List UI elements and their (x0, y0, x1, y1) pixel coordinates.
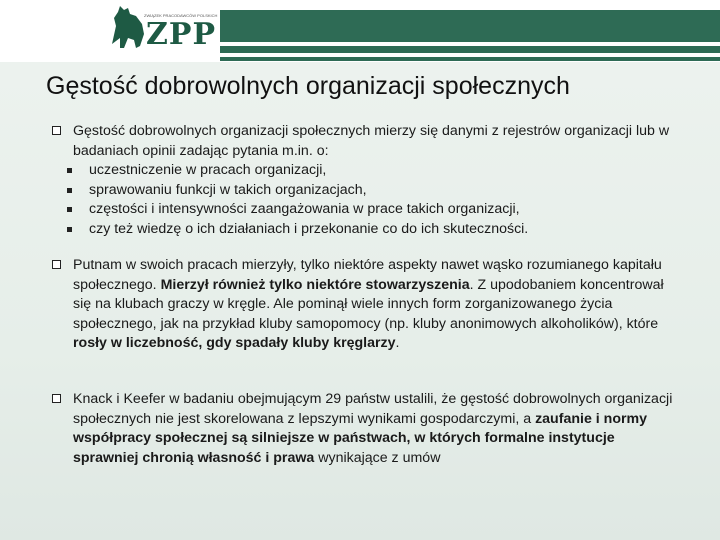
bullet-2-part: . Z upodobaniem koncentrował się na klubach graczy w kręgle. Ale pominął wiele innych form zorganizowanego życia społecznego, jak na przykład kluby samopomocy (np. kluby anonimowych alkoholików), które (73, 276, 664, 332)
checkbox-bullet-icon (52, 260, 61, 269)
logo-small-text: ZWIĄZEK PRACODAWCÓW POLSKICH (144, 13, 218, 18)
bear-logo-icon (108, 4, 148, 50)
bullet-3-text (52, 390, 682, 468)
header (0, 0, 720, 62)
subitem-text: częstości i intensywności zaangażowania w prace takich organizacji, (89, 201, 520, 217)
bullet-2-part: . (395, 335, 400, 351)
slide-title: Gęstość dobrowolnych organizacji społecznych (46, 72, 570, 100)
square-bullet-icon (67, 168, 72, 173)
subitem-text: sprawowaniu funkcji w takich organizacjach, (89, 181, 367, 198)
list-item (52, 200, 682, 220)
subitem-text: czy też wiedzę o ich działaniach i przekonanie co do ich skuteczności. (89, 220, 529, 237)
list-item (52, 220, 682, 240)
checkbox-bullet-icon (52, 126, 61, 135)
bullet-3 (52, 390, 682, 468)
square-bullet-icon (67, 188, 72, 193)
header-stripes (220, 10, 720, 62)
logo-text: ZPP (146, 17, 217, 52)
stripe-medium (220, 46, 720, 53)
bullet-3-bold: zaufanie i normy współpracy społecznej są silniejsze w państwach, w których formalne instytucje sprawniej chronią własność i prawa (73, 410, 648, 466)
list-item (52, 161, 682, 181)
bullet-1-body: Gęstość dobrowolnych organizacji społecznych mierzy się danymi z rejestrów organizacji lub w badaniach opinii zadając pytania m.in. o: (73, 123, 670, 159)
bullet-1-text (52, 122, 682, 161)
bullet-2-part: Putnam w swoich pracach mierzyły, tylko niektóre aspekty nawet wąsko rozumianego kapitału społecznego. (73, 257, 662, 293)
bullet-1 (52, 122, 682, 239)
square-bullet-icon (67, 207, 72, 212)
bullet-2-bold: rosły w liczebność, gdy spadały kluby kręglarzy (73, 335, 396, 351)
stripe-thick (220, 10, 720, 42)
list-item (52, 181, 682, 201)
bullet-3-part: wynikające z umów (314, 449, 441, 466)
zpp-logo (108, 4, 218, 52)
bullet-3-part: Knack i Keefer w badaniu obejmującym 29 państw ustalili, że gęstość dobrowolnych organizacji społecznych nie jest skorelowana z lepszymi wynikami gospodarczymi, a (73, 391, 673, 427)
subitem-text: uczestniczenie w pracach organizacji, (89, 162, 327, 178)
bullet-2 (52, 256, 682, 354)
checkbox-bullet-icon (52, 394, 61, 403)
bullet-2-text (52, 256, 682, 354)
square-bullet-icon (67, 227, 72, 232)
stripe-thin (220, 57, 720, 61)
bullet-2-bold: Mierzył również tylko niektóre stowarzyszenia (160, 276, 470, 293)
